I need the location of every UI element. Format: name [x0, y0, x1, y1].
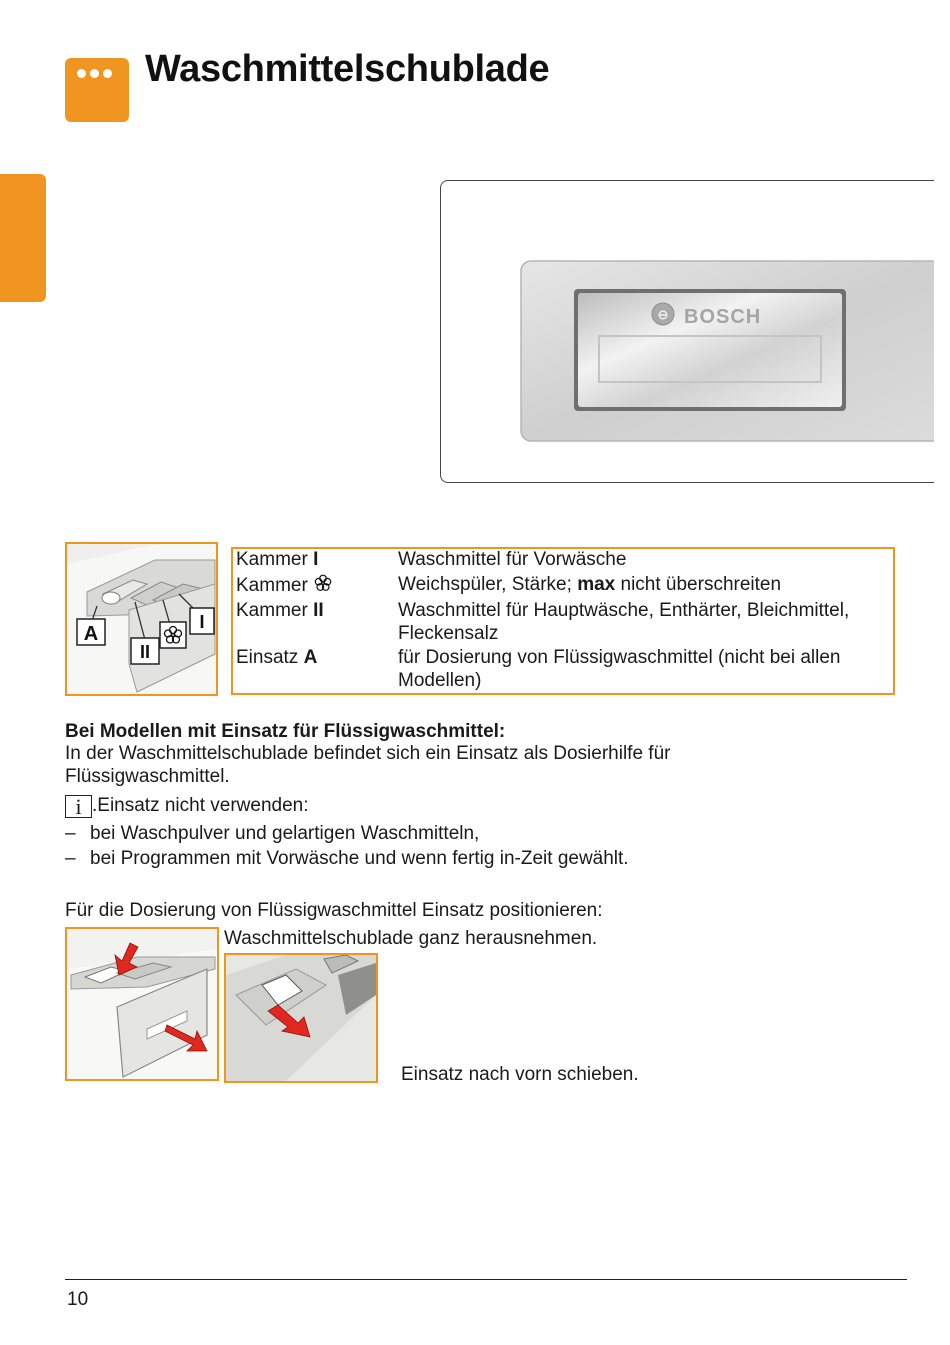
- bullet-1: – bei Waschpulver und gelartigen Waschmitteln,: [65, 823, 480, 844]
- section-paragraph-line-2: Flüssigwaschmittel.: [65, 766, 230, 787]
- drawer-front-figure: [440, 180, 934, 483]
- step1-illustration: [67, 929, 217, 1079]
- svg-text:⊖: ⊖: [657, 307, 669, 322]
- bullet-2: – bei Programmen mit Vorwäsche und wenn fertig in-Zeit gewählt.: [65, 848, 629, 869]
- legend-desc-2: Weichspüler, Stärke; max nicht überschreiten: [398, 574, 782, 595]
- drawer-label-a: A: [83, 623, 99, 645]
- section-paragraph-line-1: In der Waschmittelschublade befindet sich ein Einsatz als Dosierhilfe für: [65, 743, 671, 764]
- page-title: Waschmittelschublade: [145, 48, 550, 90]
- brand-name: BOSCH: [684, 306, 762, 328]
- chapter-side-tab: [0, 174, 46, 302]
- instruction-text: Für die Dosierung von Flüssigwaschmittel Einsatz positionieren:: [65, 900, 603, 921]
- legend-label-3: Kammer II: [236, 600, 324, 621]
- drawer-compartments-illustration: [67, 544, 216, 694]
- drawer-label-i: I: [199, 612, 205, 632]
- info-note: i .Einsatz nicht verwenden:: [65, 794, 309, 818]
- section-heading: Bei Modellen mit Einsatz für Flüssigwaschmittel:: [65, 721, 506, 742]
- info-icon: i: [65, 795, 92, 818]
- legend-label-2: Kammer: [236, 573, 333, 597]
- legend-desc-1: Waschmittel für Vorwäsche: [398, 549, 627, 570]
- drawer-compartments-figure: [65, 542, 218, 696]
- legend-desc-4: für Dosierung von Flüssigwaschmittel (nicht bei allen Modellen): [398, 647, 841, 691]
- step2-figure: [224, 953, 378, 1083]
- legend-desc-3: Waschmittel für Hauptwäsche, Enthärter, Bleichmittel, Fleckensalz: [398, 600, 850, 644]
- footer-divider: [65, 1279, 907, 1280]
- step2-illustration: [226, 955, 376, 1081]
- step2-text: Einsatz nach vorn schieben.: [401, 1064, 639, 1085]
- page-number: 10: [67, 1289, 89, 1310]
- step1-text: Waschmittelschublade ganz herausnehmen.: [224, 928, 598, 949]
- chapter-icon: [65, 58, 129, 122]
- legend-label-4: Einsatz A: [236, 647, 318, 668]
- drawer-front-illustration: [441, 181, 934, 483]
- legend-label-1: Kammer I: [236, 549, 319, 570]
- step1-figure: [65, 927, 219, 1081]
- drawer-label-ii: II: [139, 642, 151, 662]
- softener-flower-icon: [313, 573, 333, 593]
